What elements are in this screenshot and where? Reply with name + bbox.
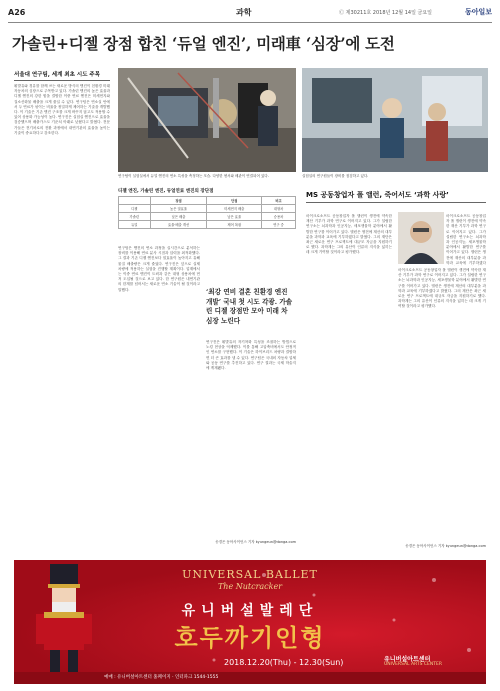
- pull-quote: ‘최강 연비 결혼 친환경 엔진 개발’ 국내 첫 시도 각광. 가솔린 디젤 장점만 모아 미래 차 심장 노린다: [206, 288, 293, 325]
- table-cell: 높은 열효율: [150, 205, 207, 213]
- article-byline: 송경은 동아사이언스 기자 kyungeun@donga.com: [215, 540, 296, 544]
- engine-photo: [118, 68, 296, 172]
- table-header-row: [119, 197, 296, 205]
- issue-info: Ⓒ 제30211호 2018년 12월 14일 금요일: [339, 10, 432, 16]
- article2-headline: MS 공동창업자 폴 앨런, 죽어서도 ‘과학 사랑’: [306, 191, 449, 199]
- table-title: 디젤 엔진, 가솔린 엔진, 듀얼연료 엔진의 장단점: [118, 189, 214, 194]
- portrait-photo: [398, 212, 444, 264]
- article2-byline: 송경은 동아사이언스 기자 kyungeun@donga.com: [405, 544, 486, 548]
- main-headline: 가솔린+디젤 장점 합친 ‘듀얼 엔진’, 미래車 ‘심장’에 도전: [12, 34, 395, 53]
- table-header: 장점: [150, 197, 207, 205]
- table-cell: 연구 중: [262, 221, 296, 229]
- table-cell: 가솔린: [119, 213, 151, 221]
- ad-title-korean: 유니버설발레단: [181, 603, 319, 619]
- article-column-3: 연구진은 휘발유의 자기착화 특성을 조절하는 방법으로 노킹 현상을 억제했다. 이를 통해 고압축비에서도 안정적인 연소를 구현했다. 이 기술은 하이브리드 차량과 결합하면 더 큰 효과를 낼 수 있다. 연구팀은 국내외 자동차 업체와 공동 연구를 추진하고 있다. 연구 결과는 국제 학술지에 게재됐다.: [206, 340, 296, 371]
- table-cell: 효율·배출 개선: [150, 221, 207, 229]
- article-column-1: 휘발유와 경유를 함께 쓰는 새로운 방식의 엔진이 친환경 미래 자동차의 심장으로 주목받고 있다. 가솔린 엔진의 높은 효율과 디젤 엔진의 강한 힘을 결합한 이중 연료 엔진은 미세먼지와 질소산화물 배출을 크게 줄일 수 있다. 연구팀은 연소실 안에서 두 연료가 섞이는 비율을 정밀하게 제어하는 기술을 개발했다. 이 기술은 기존 엔진 구조를 크게 바꾸지 않고도 적용할 수 있어 상용화 가능성이 높다. 연구진은 실험실 엔진으로 효율을 검증했으며 배출가스도 기준치 아래로 낮췄다고 밝혔다. 전문가들은 전기차로의 전환 과정에서 내연기관의 효율을 높이는 기술이 중요하다고 강조한다.: [14, 84, 110, 135]
- table-header: 단점: [207, 197, 262, 205]
- table-cell: 미세먼지 배출: [207, 205, 262, 213]
- ad-show-name: The Nutcracker: [217, 582, 283, 591]
- page-header: [8, 6, 492, 23]
- comparison-table: [118, 196, 296, 229]
- engine-photo-caption: 연구팀이 실험실에서 듀얼 엔진의 연소 특성을 측정하는 모습. 다양한 센서와 배관이 연결되어 있다.: [118, 174, 269, 178]
- table-cell: 낮은 효율: [207, 213, 262, 221]
- article2-column-1: 마이크로소프트 공동창업자 폴 앨런이 생전에 약속한 재산 기부가 과학 연구로 이어지고 있다. 그가 설립한 연구소는 뇌과학과 인공지능, 세포생물학 분야에서 활발한 연구를 이어가고 있다. 앨런은 생전에 재산의 대부분을 과학과 교육에 기부하겠다고 밝혔다. 그의 재단은 최근 새로운 연구 프로젝트에 대규모 자금을 지원하기로 했다. 과학계는 그의 유산이 인류의 지식을 넓히는 데 크게 기여할 것이라고 평가했다.: [306, 214, 392, 255]
- table-cell: 대형차: [262, 205, 296, 213]
- article-column-2: 연구팀은 엔진의 연소 과정을 실시간으로 분석하는 장비를 이용해 연료 분사 시점과 압력을 최적화했다. 그 결과 기존 디젤 엔진보다 열효율이 높아지고 유해물질 배출량은 크게 줄었다. 연구진은 앞으로 실제 차량에 적용하는 실험을 진행할 계획이다. 업계에서는 이중 연료 엔진이 트럭과 같은 대형 상용차에 먼저 도입될 것으로 보고 있다. 한 연구원은 내연기관의 한계를 넘어서는 새로운 연소 기술이 될 것이라고 말했다.: [118, 246, 200, 292]
- page-number: A26: [8, 8, 26, 17]
- table-cell: 디젤: [119, 205, 151, 213]
- ad-company-name: UNIVERSAL BALLET: [182, 568, 318, 581]
- table-cell: 제어 복잡: [207, 221, 262, 229]
- table-row: [119, 205, 296, 213]
- ad-footer-text: 예매 : 유니버설아트센터 홈페이지 · 인터파크 1544-1555: [104, 675, 219, 680]
- ad-venue: 유니버설아트센터: [384, 656, 431, 663]
- table-row: [119, 221, 296, 229]
- article2-column-2: 마이크로소프트 공동창업자 폴 앨런이 생전에 약속한 재산 기부가 과학 연구로 이어지고 있다. 그가 설립한 연구소는 뇌과학과 인공지능, 세포생물학 분야에서 활발한 연구를 이어가고 있다. 앨런은 생전에 재산의 대부분을 과학과 교육에 기부하겠다: [446, 214, 486, 265]
- table-header: [119, 197, 151, 205]
- section-label: 과학: [236, 8, 252, 17]
- article2-column-3: 마이크로소프트 공동창업자 폴 앨런이 생전에 약속한 재산 기부가 과학 연구로 이어지고 있다. 그가 설립한 연구소는 뇌과학과 인공지능, 세포생물학 분야에서 활발한 연구를 이어가고 있다. 앨런은 생전에 재산의 대부분을 과학과 교육에 기부하겠다고 밝혔다. 그의 재단은 최근 새로운 연구 프로젝트에 대규모 자금을 지원하기로 했다. 과학계는 그의 유산이 인류의 지식을 넓히는 데 크게 기여할 것이라고 평가했다.: [398, 268, 486, 309]
- ad-venue-english: UNIVERSAL ARTS CENTER: [384, 662, 442, 667]
- divider: [306, 202, 486, 203]
- table-header: 비고: [262, 197, 296, 205]
- article-subhead: 서울대 연구팀, 세계 최초 시도 주목: [14, 72, 101, 78]
- newspaper-logo: 동아일보: [464, 8, 492, 16]
- table-cell: 듀얼: [119, 221, 151, 229]
- ad-main-title: 호두까기인형: [174, 624, 326, 652]
- table-cell: 승용차: [262, 213, 296, 221]
- lab-photo-caption: 실험실의 연구원들이 장비를 점검하고 있다.: [302, 174, 369, 178]
- ad-dates: 2018.12.20(Thu) - 12.30(Sun): [224, 658, 344, 667]
- table-cell: 낮은 배출: [150, 213, 207, 221]
- divider: [14, 80, 110, 81]
- lab-photo: [302, 68, 488, 172]
- ballet-advertisement: [14, 560, 486, 684]
- ad-footer-bar: [14, 672, 486, 684]
- table-row: [119, 213, 296, 221]
